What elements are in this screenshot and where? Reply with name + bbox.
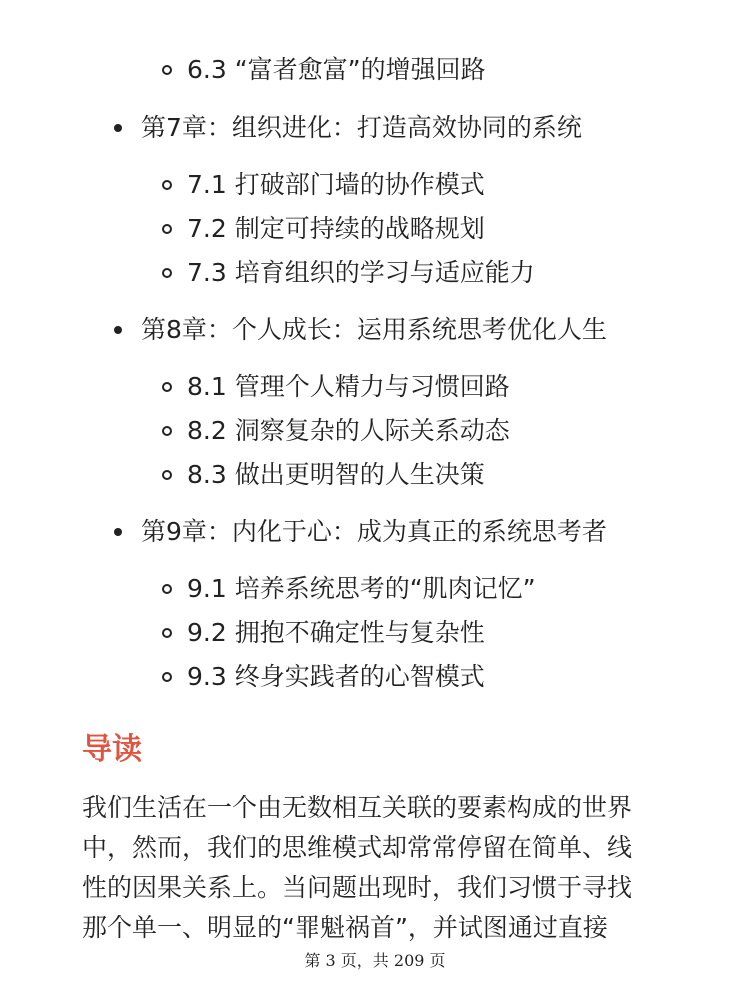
circle-bullet-icon (162, 180, 172, 190)
paragraph-line: 性的因果关系上。当问题出现时，我们习惯于寻找 (82, 873, 633, 902)
toc-section-7-1 (162, 169, 485, 201)
toc-section-label: 9.3 终身实践者的心智模式 (187, 662, 485, 691)
intro-heading: 导读 (82, 732, 142, 767)
toc-chapter-9 (114, 516, 607, 548)
toc-section-8-3 (162, 459, 485, 491)
circle-bullet-icon (162, 224, 172, 234)
circle-bullet-icon (162, 470, 172, 480)
toc-chapter-title: 第7章：组织进化：打造高效协同的系统 (141, 113, 582, 142)
toc-section-7-2 (162, 213, 485, 245)
circle-bullet-icon (162, 268, 172, 278)
circle-bullet-icon (162, 672, 172, 682)
toc-section-9-2 (162, 617, 485, 649)
toc-chapter-7 (114, 112, 582, 144)
disc-bullet-icon (114, 326, 122, 334)
toc-chapter-title: 第8章：个人成长：运用系统思考优化人生 (141, 315, 607, 344)
toc-section-9-3 (162, 661, 485, 693)
toc-section-label: 6.3 “富者愈富”的增强回路 (187, 55, 486, 84)
circle-bullet-icon (162, 628, 172, 638)
toc-section-8-2 (162, 415, 510, 447)
toc-section-label: 7.1 打破部门墙的协作模式 (187, 170, 485, 199)
circle-bullet-icon (162, 426, 172, 436)
toc-section-label: 9.2 拥抱不确定性与复杂性 (187, 618, 485, 647)
toc-chapter-title: 第9章：内化于心：成为真正的系统思考者 (141, 517, 607, 546)
disc-bullet-icon (114, 528, 122, 536)
page-number-footer: 第 3 页，共 209 页 (304, 951, 446, 970)
toc-chapter-8 (114, 314, 607, 346)
toc-section-label: 9.1 培养系统思考的“肌肉记忆” (187, 574, 536, 603)
toc-section-7-3 (162, 257, 535, 289)
toc-section-label: 7.2 制定可持续的战略规划 (187, 214, 485, 243)
toc-section-9-1 (162, 573, 536, 605)
toc-section-label: 8.3 做出更明智的人生决策 (187, 460, 485, 489)
disc-bullet-icon (114, 124, 122, 132)
toc-section-label: 8.2 洞察复杂的人际关系动态 (187, 416, 510, 445)
paragraph-line: 那个单一、明显的“罪魁祸首”，并试图通过直接 (82, 913, 608, 942)
circle-bullet-icon (162, 584, 172, 594)
circle-bullet-icon (162, 382, 172, 392)
circle-bullet-icon (162, 65, 172, 75)
toc-section-label: 7.3 培育组织的学习与适应能力 (187, 258, 535, 287)
intro-paragraph (82, 788, 682, 948)
toc-section-label: 8.1 管理个人精力与习惯回路 (187, 372, 510, 401)
toc-section-6-3 (162, 54, 486, 86)
paragraph-line: 我们生活在一个由无数相互关联的要素构成的世界 (82, 793, 633, 822)
paragraph-line: 中，然而，我们的思维模式却常常停留在简单、线 (82, 833, 633, 862)
toc-section-8-1 (162, 371, 510, 403)
